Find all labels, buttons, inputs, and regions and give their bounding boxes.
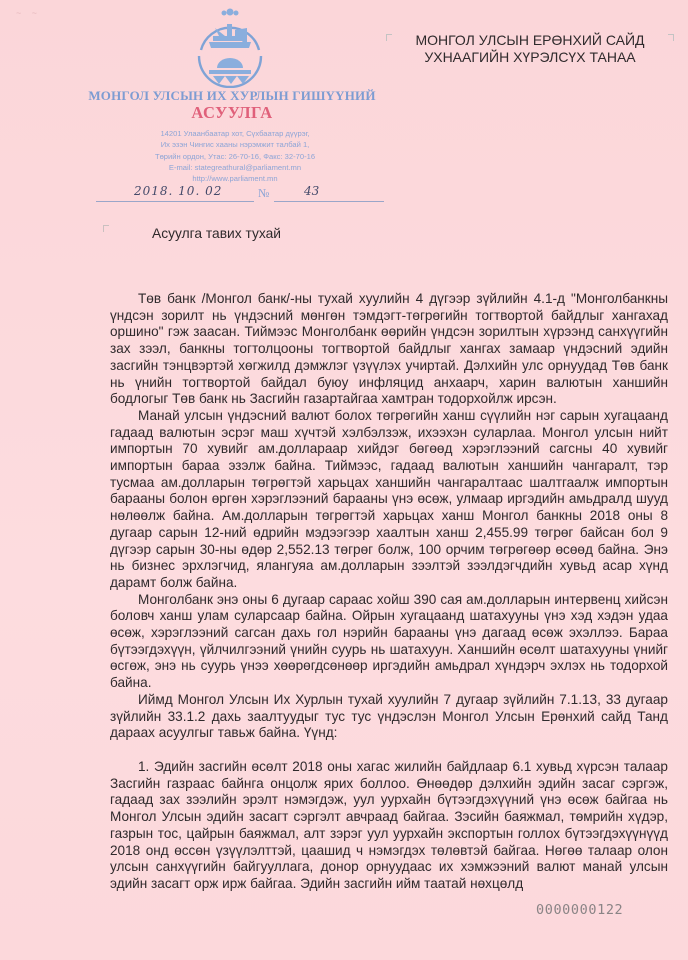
body-paragraph: Монголбанк энэ оны 6 дугаар сараас хойш 390 сая ам.долларын интервенц хийсэн боловч ханш улам суларсаар байна. Ойрын хугацаанд шатахууны үнэ хэд хэдэн удаа өсөж, хэрэглээний сагсан дахь гол нэрийн барааны үнэ дагаад өсөж эхэллээ. Бараа бүтээгдэхүүн, үйлчилгээний үнийн суурь нь шатахуун. Ханшийн өсөлт шатахууны үнийг өсгөж, энэ нь суурь үнээ хөөрөгдсөнөөр иргэдийн амьдрал хүндэрч эхлэх нь тодорхой байна. (110, 591, 668, 691)
subject-line: Асуулга тавих тухай (152, 226, 281, 241)
date-number-row (96, 182, 388, 204)
body-paragraph: Төв банк /Монгол банк/-ны тухай хуулийн 4 дүгээр зүйлийн 4.1-д "Монголбанкны үндсэн зорилт нь үндэсний мөнгөн тэмдэгт-төгрөгийн тогтвортой байдлыг хангахад оршино" гэж заасан. Тиймээс Монголбанк өөрийн үндсэн зорилтын хүрээнд санхүүгийн зах зээл, банкны тогтолцооны тогтвортой байдлыг хангах замаар үндэсний эдийн засгийн тэнцвэртэй хөгжилд дэмжлэг үзүүлэх учиртай. Дэлхийн улс орнуудад Төв банк нь үнийн тогтвортой байдал буюу инфляцид анхаарч, харин валютын ханшийн бодлогыг Төв банк нь Засгийн газартайгаа хамтран тодорхойлж ирсэн. (110, 291, 668, 407)
address-line: Их эзэн Чингис хааны нэрэмжит талбай 1, (160, 140, 310, 150)
letterhead-subtitle: АСУУЛГА (191, 103, 273, 122)
address-line: Төрийн ордон, Утас: 26-70-16, Факс: 32-70-16 (154, 151, 316, 161)
handwritten-number: 43 (304, 184, 320, 198)
question-item-1: 1. Эдийн засгийн өсөлт 2018 оны хагас жилийн байдлаар 6.1 хувьд хүрсэн талаар Засгийн газраас байнга онцолж ярих боллоо. Өнөөдөр дэлхийн эдийн засаг сэргэж, гадаад зах зээлийн эрэлт нэмэгдэж, уул уурхайн бүтээгдэхүүний үнэ өсөж байгаа нь Монгол Улсын эдийн засагт сэргэлт авчраад байгаа. Зэсийн баяжмал, төмрийн хүдэр, газрын тос, цайрын баяжмал, алт зэрэг уул уурхайн экспортын голлох бүтээгдэхүүнүүд 2018 онд өссөн үзүүлэлттэй, цаашид ч нэмэгдэх төлөвтэй байгаа. Нөгөө талаар олон улсын санхүүгийн байгууллага, донор орнуудаас их хэмжээний валют манай улсын эдийн засагт орж ирж байгаа. Эдийн засгийн ийм таатай нөхцөлд (110, 758, 668, 891)
letterhead-title: МОНГОЛ УЛСЫН ИХ ХУРЛЫН ГИШҮҮНИЙ (88, 88, 376, 103)
state-emblem-icon (191, 6, 269, 88)
number-underline (274, 201, 384, 202)
serial-number-stamp: 0000000122 (536, 902, 624, 918)
address-website: http://www.parliament.mn (192, 174, 278, 184)
address-email: E-mail: stategreathural@parliament.mn (168, 162, 302, 172)
corner-bracket-icon (103, 225, 109, 232)
letterhead-address (100, 128, 370, 184)
recipient-line: МОНГОЛ УЛСЫН ЕРӨНХИЙ САЙД (415, 32, 645, 48)
address-line: 14201 Улаанбаатар хот, Сүхбаатар дүүрэг, (160, 129, 310, 138)
body-paragraph: Манай улсын үндэсний валют болох төгрөгийн ханш сүүлийн нэг сарын хугацаанд гадаад валютын эсрэг маш хүчтэй хэлбэлзэж, ихээхэн суларлаа. Монгол улсын нийт импортын 70 хувийг ам.доллараар хийдэг бөгөөд хэрэглээний сагсны 40 хувийг импортын бараа эзэлж байна. Тиймээс, гадаад валютын ханшийн чангаралт, тэр тусмаа ам.долларын төгрөгтэй харьцах ханшийн чангаралтаас шалтгаалж импортын барааны болон өргөн хэрэглээний барааны үнэ өсөж, улмаар иргэдийн амьдралд шууд нөлөөлж байна. Ам.долларын төгрөгтэй харьцах ханш Монгол банкны 2018 оны 8 дугаар сарын 12-ний өдрийн мэдээгээр хаалтын ханш 2,455.99 төгрөг байсан бол 9 дүгээр сарын 30-ны өдөр 2,552.13 төгрөг болж, 100 орчим төгрөгөөр өсөөд байна. Энэ нь бизнес эрхлэгчид, ялангуяа ам.долларын зээлтэй зээлдэгчдийн хувьд асар хүнд дарамт болж байна. (110, 407, 668, 590)
body-paragraph: Иймд Монгол Улсын Их Хурлын тухай хуулийн 7 дугаар зүйлийн 7.1.13, 33 дугаар зүйлийн 33.1.2 дахь заалтуудыг тус тус үндэслэн Монгол Улсын Ерөнхий сайд Танд дараах асуулгыг тавьж байна. Үүнд: (110, 691, 668, 741)
recipient-line: УХНААГИЙН ХҮРЭЛСҮХ ТАНАА (424, 49, 636, 65)
margin-pencil-mark: ~ ~ (16, 8, 42, 18)
number-sign: № (258, 186, 270, 200)
corner-bracket-icon (386, 34, 392, 41)
handwritten-date: 2018. 10. 02 (134, 184, 223, 198)
recipient-block (394, 32, 666, 72)
corner-bracket-icon (668, 34, 674, 41)
date-underline (96, 201, 254, 202)
letter-body (110, 291, 668, 893)
